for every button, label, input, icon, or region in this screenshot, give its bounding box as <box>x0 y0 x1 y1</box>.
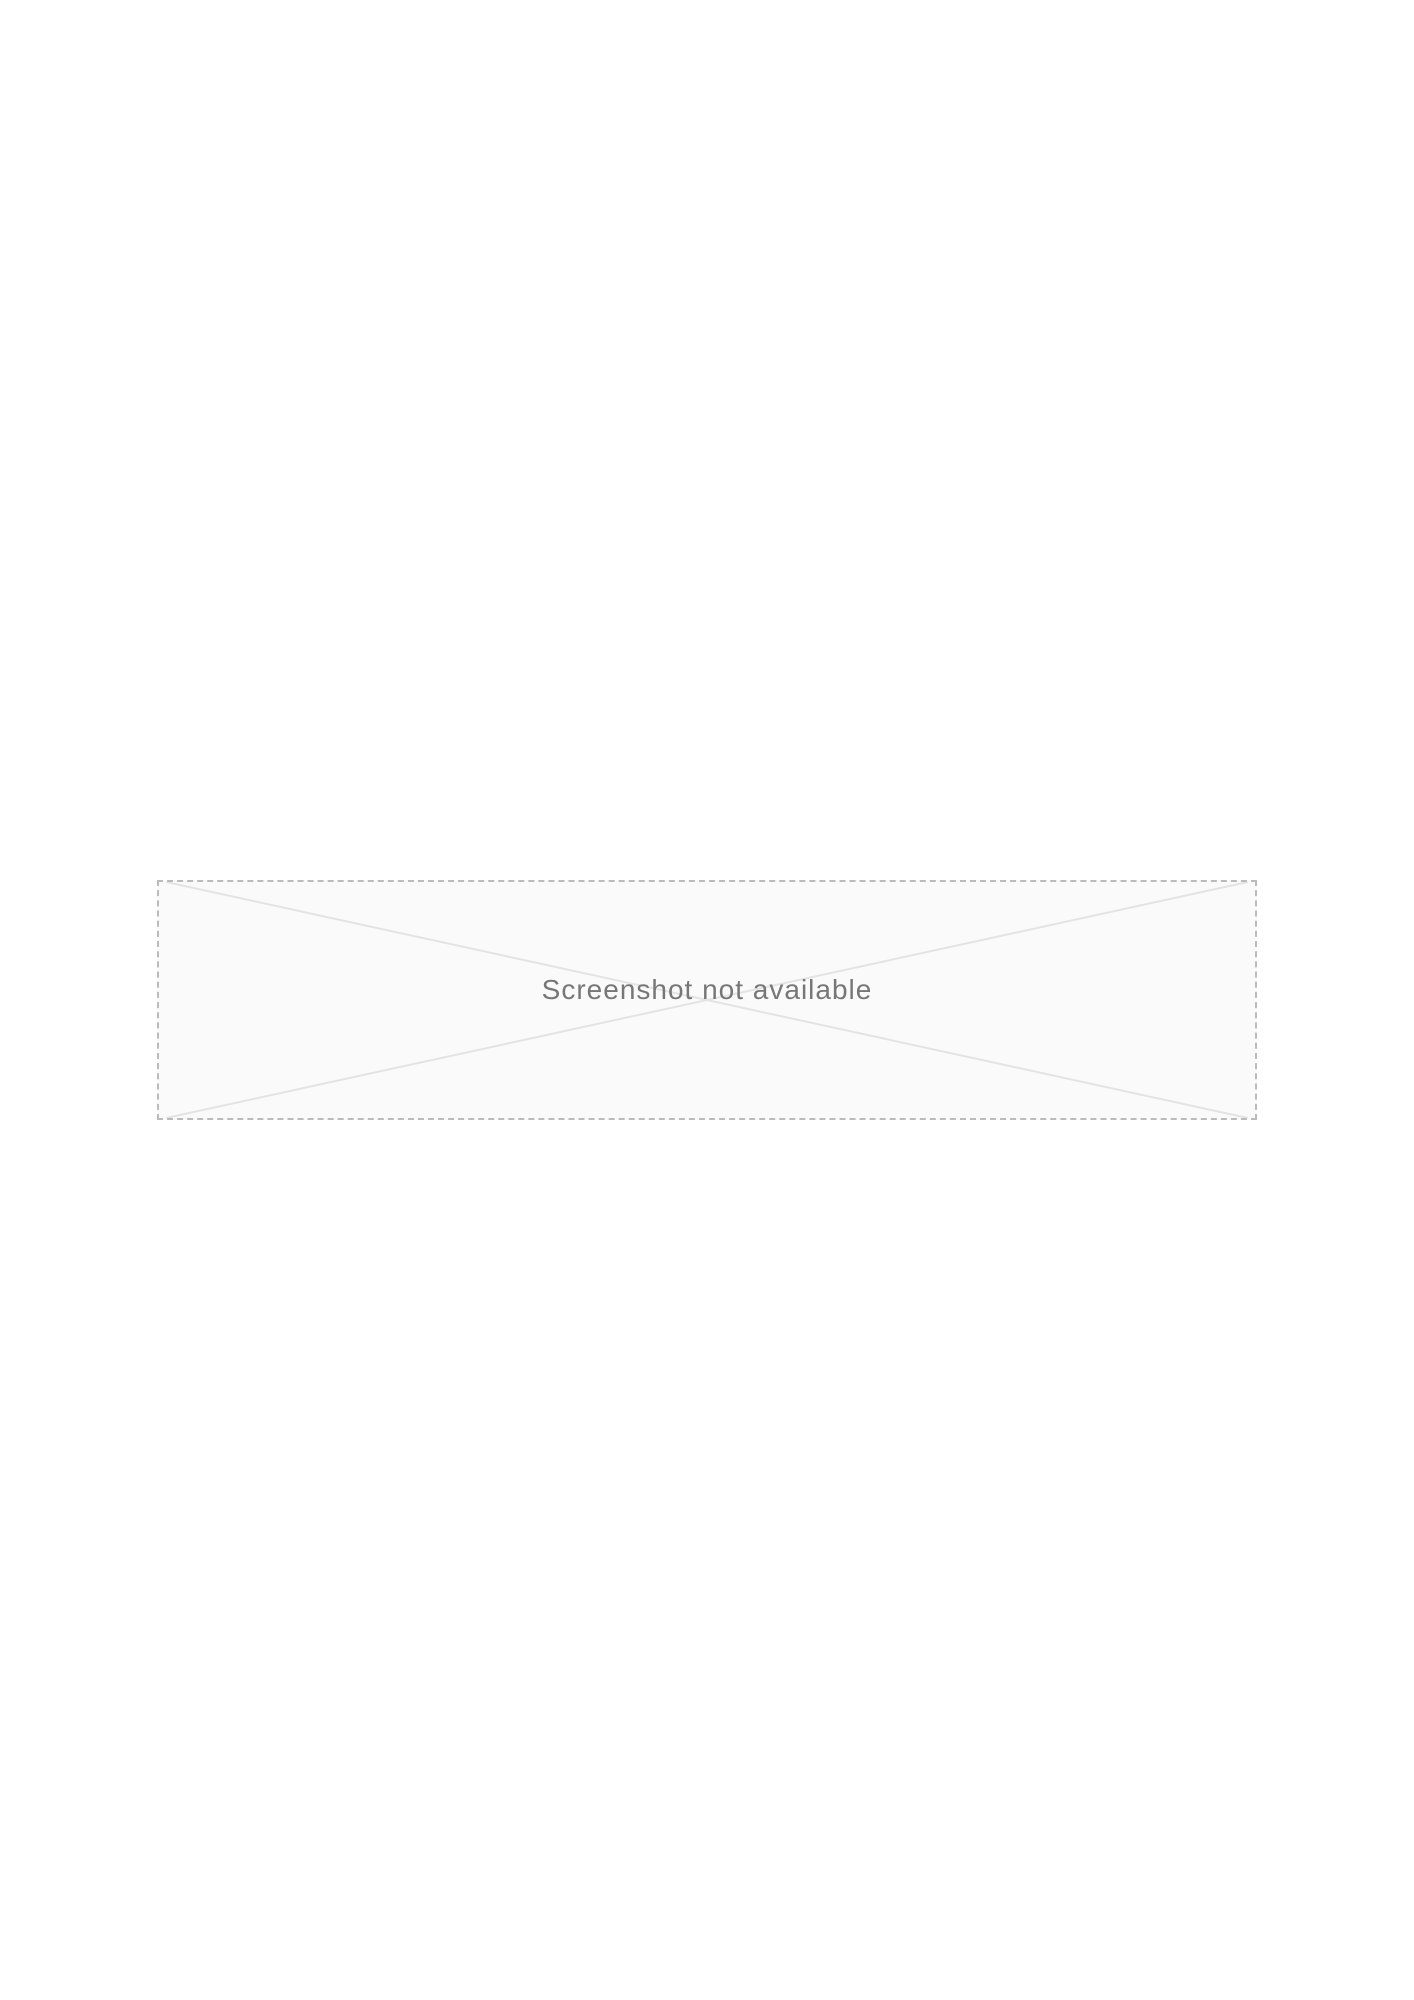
placeholder-message: Screenshot not available <box>541 974 873 1005</box>
placeholder-panel <box>157 880 1257 1120</box>
